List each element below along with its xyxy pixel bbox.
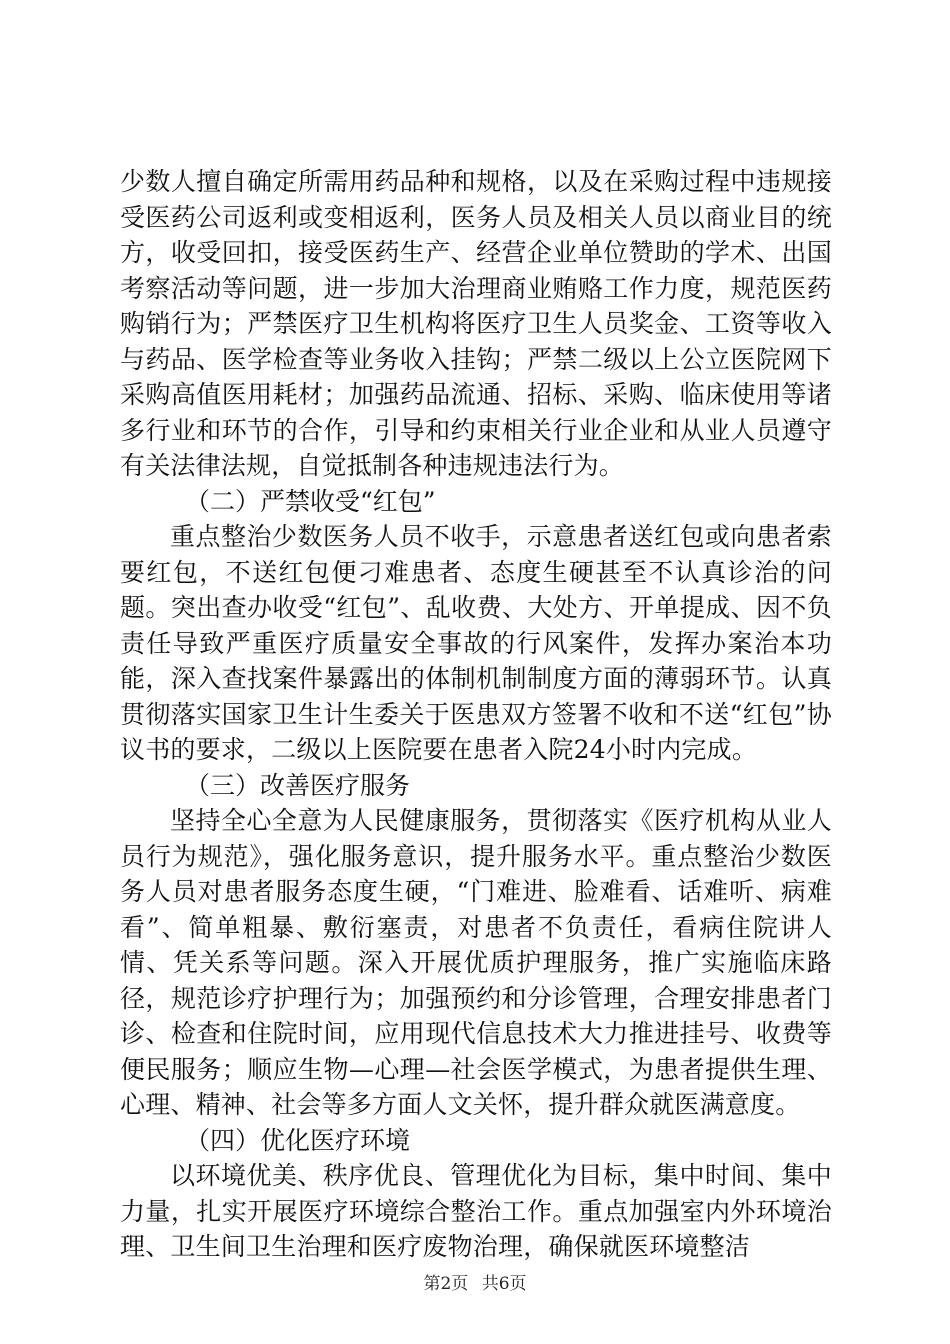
section-heading-4: （四）优化医疗环境 xyxy=(185,1125,411,1155)
paragraph-section-4: 以环境优美、秩序优良、管理优化为目标，集中时间、集中力量，扎实开展医疗环境综合整治工作。重点加强室内外环境治理、卫生间卫生治理和医疗废物治理，确保就医环境整洁 xyxy=(120,1161,832,1261)
section-heading-3: （三）改善医疗服务 xyxy=(185,770,411,800)
paragraph-continued: 少数人擅自确定所需用药品种和规格，以及在采购过程中违规接受医药公司返利或变相返利，医务人员及相关人员以商业目的统方，收受回扣，接受医药生产、经营企业单位赞助的学术、出国考察活动等问题，进一步加大治理商业贿赂工作力度，规范医药购销行为；严禁医疗卫生机构将医疗卫生人员奖金、工资等收入与药品、医学检查等业务收入挂钩；严禁二级以上公立医院网下采购高值医用耗材；加强药品流通、招标、采购、临床使用等诸多行业和环节的合作，引导和约束相关行业企业和从业人员遵守有关法律法规，自觉抵制各种违规违法行为。 xyxy=(120,167,832,480)
page-total: 共6页 xyxy=(481,1274,527,1294)
section-heading-2: （二）严禁收受“红包” xyxy=(185,486,436,516)
document-body xyxy=(120,164,832,1265)
page-footer xyxy=(0,1269,950,1294)
paragraph-section-2: 重点整治少数医务人员不收手，示意患者送红包或向患者索要红包，不送红包便刁难患者、态度生硬甚至不认真诊治的问题。突出查办收受“红包”、乱收费、大处方、开单提成、因不负责任导致严重医疗质量安全事故的行风案件，发挥办案治本功能，深入查找案件暴露出的体制机制制度方面的薄弱环节。认真贯彻落实国家卫生计生委关于医患双方签署不收和不送“红包”协议书的要求，二级以上医院要在患者入院24小时内完成。 xyxy=(120,522,832,764)
paragraph-section-3: 坚持全心全意为人民健康服务，贯彻落实《医疗机构从业人员行为规范》，强化服务意识，提升服务水平。重点整治少数医务人员对患者服务态度生硬，“门难进、脸难看、话难听、病难看”、简单粗暴、敷衍塞责，对患者不负责任，看病住院讲人情、凭关系等问题。深入开展优质护理服务，推广实施临床路径，规范诊疗护理行为；加强预约和分诊管理，合理安排患者门诊、检查和住院时间，应用现代信息技术大力推进挂号、收费等便民服务；顺应生物—心理—社会医学模式，为患者提供生理、心理、精神、社会等多方面人文关怀，提升群众就医满意度。 xyxy=(120,806,832,1119)
page-number: 第2页 xyxy=(423,1274,469,1294)
